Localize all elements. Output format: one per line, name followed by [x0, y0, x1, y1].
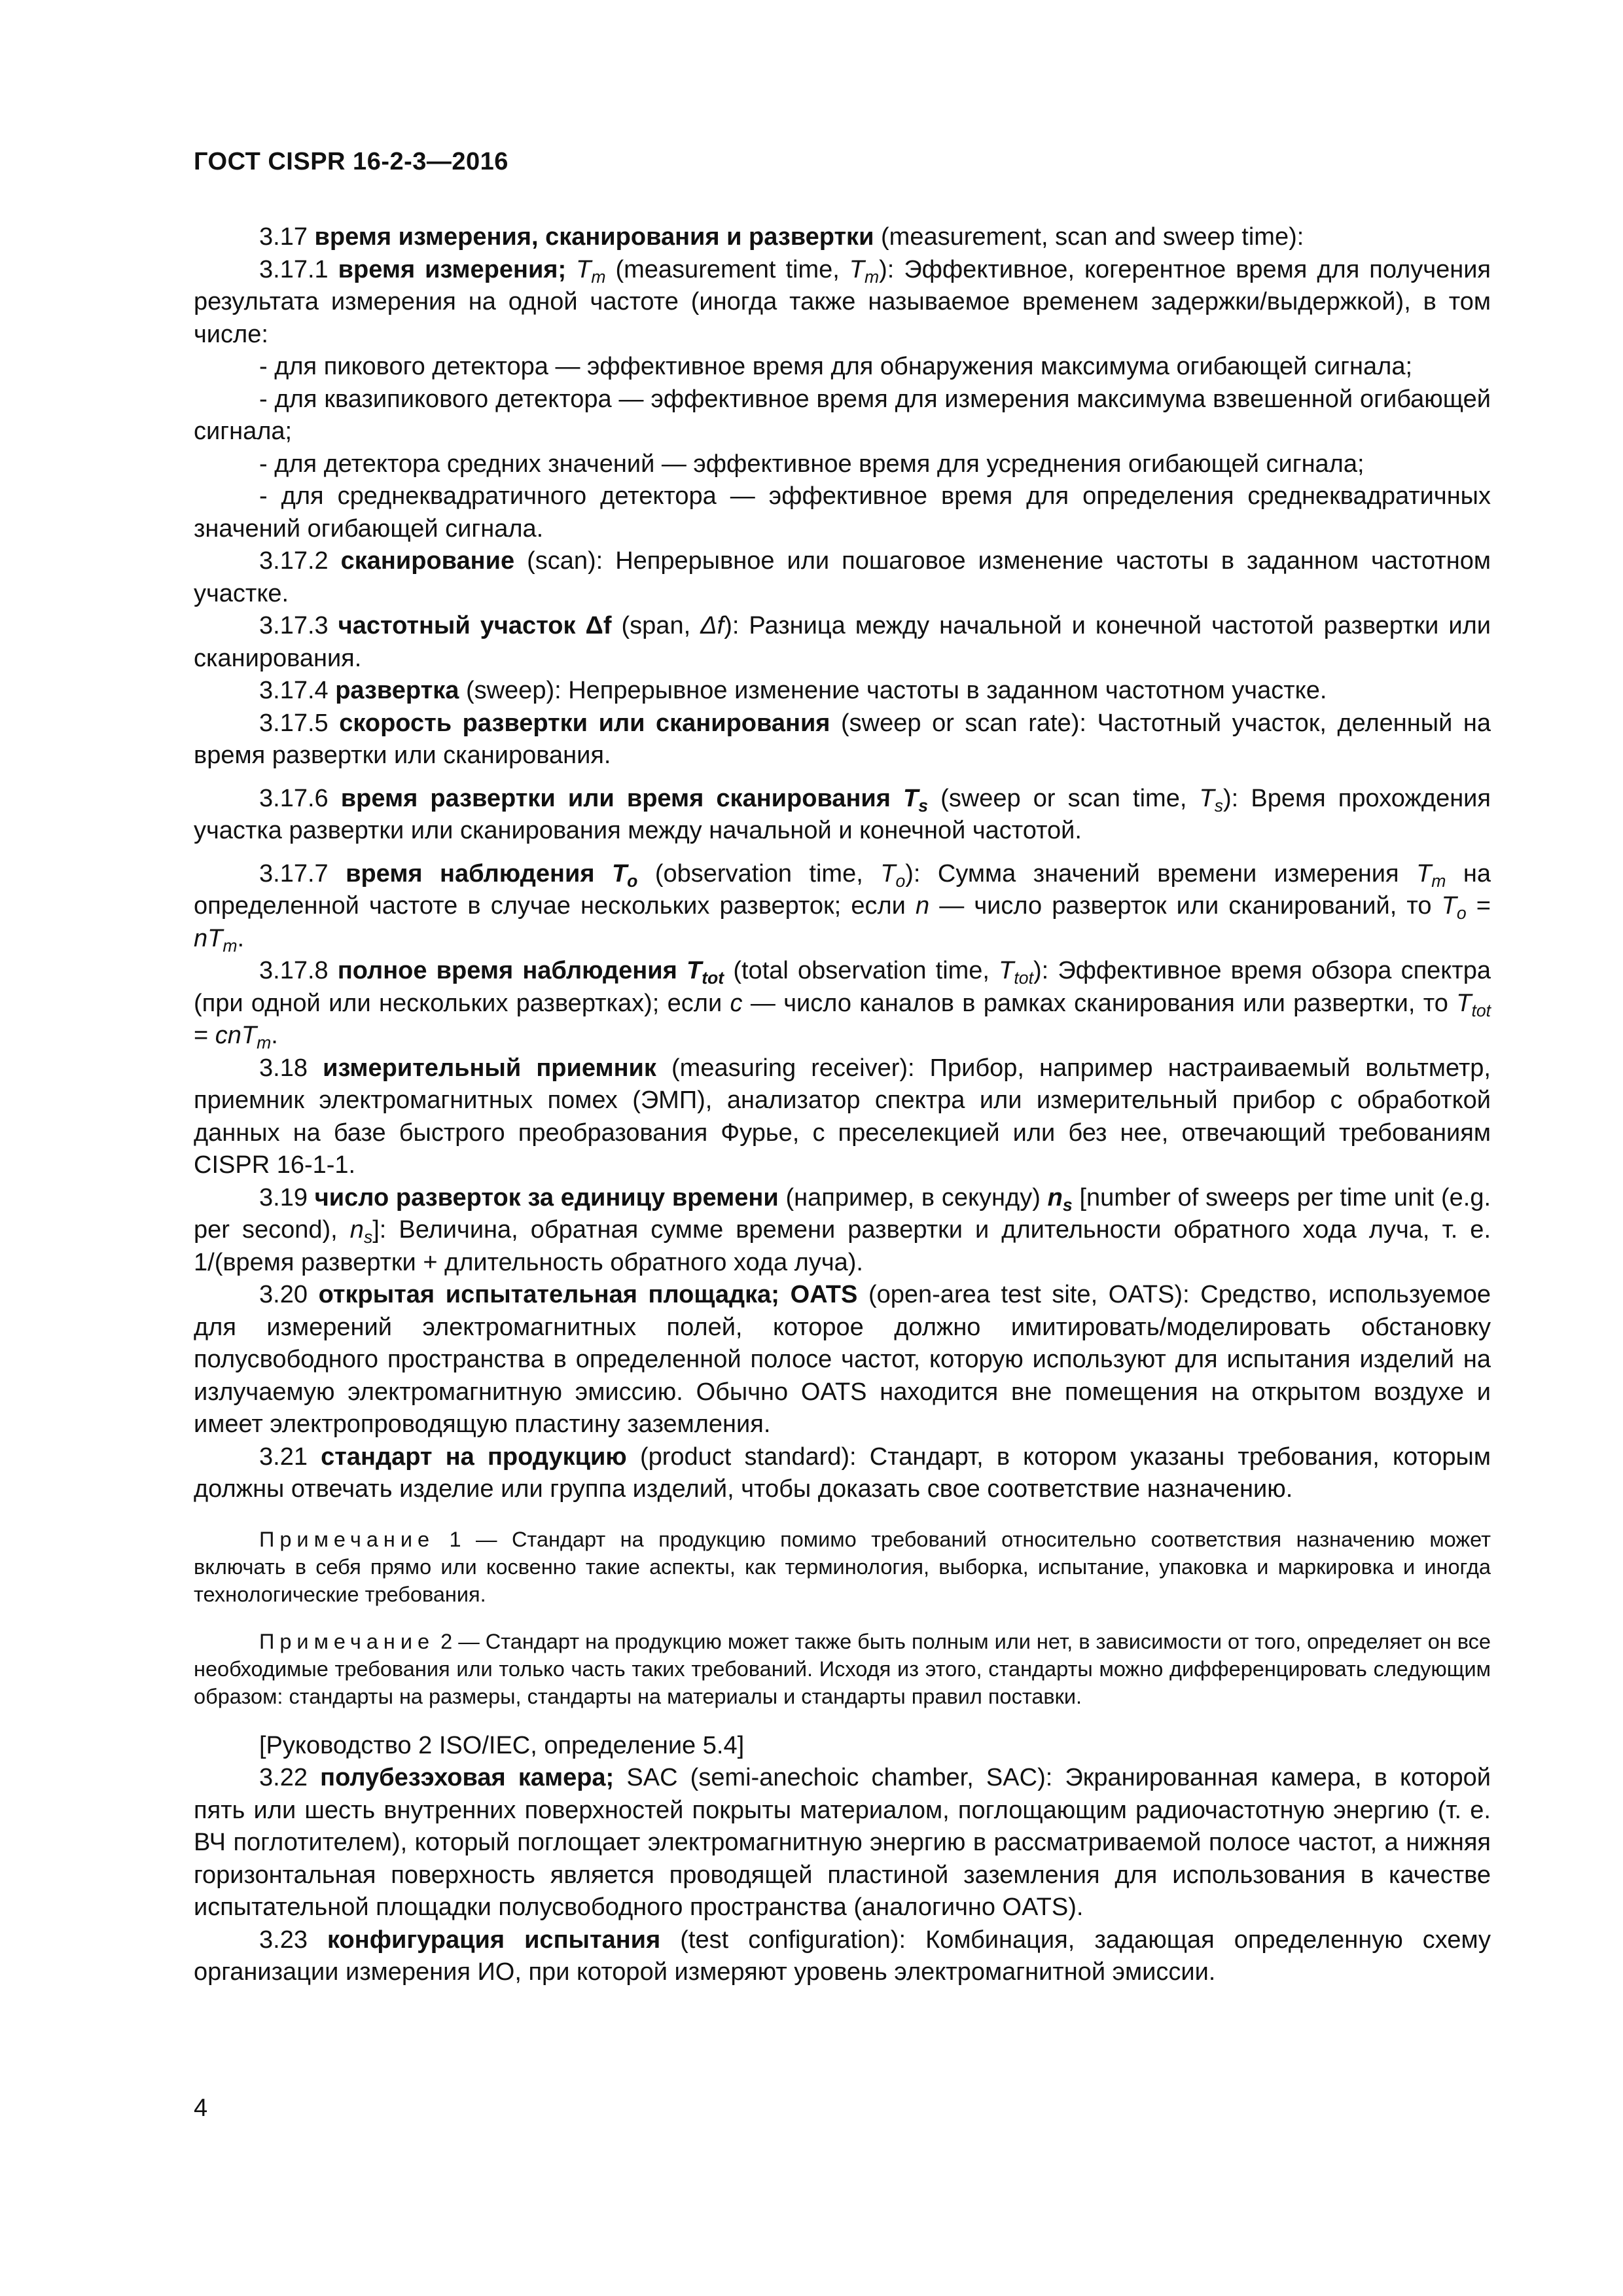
document-header: ГОСТ CISPR 16-2-3—2016	[194, 148, 508, 175]
term: время развертки или время сканирования	[340, 784, 891, 812]
clause-3-17-7: 3.17.7 время наблюдения $T_o$ (observation time, $T_o$): Сумма значений времени измерения $T_m$ на определенной частоте в случае нескольких разверток; если n — число разверток или сканирований, то $T_o = nT_m$.	[194, 859, 1491, 956]
clause-3-20: 3.20 открытая испытательная площадка; OATS (open-area test site, OATS): Средство, используемое для измерений электромагнитных полей, которое должно имитировать/моделировать обстановку полусвободного пространства в определенной полосе частот, которую используют для испытания изделий на излучаемую электромагнитную эмиссию. Обычно OATS находится вне помещения на открытом воздухе и имеет электропроводящую пластину заземления.	[194, 1281, 1491, 1438]
note-1: Примечание 1 — Стандарт на продукцию помимо требований относительно соответствия назначению может включать в себя прямо или косвенно такие аспекты, как терминология, выборка, испытание, упаковка и маркировка и иногда технологические требования.	[194, 1527, 1491, 1606]
document-body	[194, 221, 1491, 1989]
page-number: 4	[194, 2094, 208, 2122]
clause-3-17-3: 3.17.3 частотный участок Δf (span, Δf): Разница между начальной и конечной частотой развертки или сканирования.	[194, 612, 1491, 672]
term: время измерения, сканирования и развертки	[314, 223, 874, 251]
term: частотный участок	[338, 612, 576, 639]
term: развертка	[335, 677, 459, 704]
term: число разверток за единицу времени	[314, 1183, 779, 1211]
list-item: - для детектора средних значений — эффективное время для усреднения огибающей сигнала;	[259, 450, 1364, 478]
term: стандарт на продукцию	[321, 1443, 627, 1471]
clause-3-17-8: 3.17.8 полное время наблюдения $T_{tot}$ (total observation time, $T_{tot}$): Эффективное время обзора спектра (при одной или нескольких развертках); если c — число каналов в рамках сканирования или развертки, то $T_{tot} = cnT_m$.	[194, 957, 1491, 1052]
term: полубезэховая камера;	[320, 1764, 615, 1791]
clause-3-17-4: 3.17.4 развертка (sweep): Непрерывное изменение частоты в заданном частотном участке.	[259, 677, 1327, 704]
term: измерительный приемник	[323, 1054, 656, 1082]
clause-3-22: 3.22 полубезэховая камера; SAC (semi-anechoic chamber, SAC): Экранированная камера, в которой пять или шесть внутренних поверхностей покрыты материалом, поглощающим радиочастотную энергию (т. е. ВЧ поглотителем), который поглощает электромагнитную энергию в рассматриваемой полосе частот, а нижняя горизонтальная поверхность является проводящей пластиной заземления для использования в качестве испытательной площадки полусвободного пространства (аналогично OATS).	[194, 1764, 1491, 1921]
term: время наблюдения	[346, 859, 595, 888]
list-item: - для среднеквадратичного детектора — эффективное время для определения среднеквадратичных значений огибающей сигнала.	[194, 482, 1491, 543]
term: сканирование	[340, 547, 515, 575]
term: открытая испытательная площадка; OATS	[318, 1281, 858, 1308]
note-label: Примечание	[259, 1629, 435, 1653]
term: скорость развертки или сканирования	[339, 709, 830, 737]
clause-3-17-5: 3.17.5 скорость развертки или сканирования (sweep or scan rate): Частотный участок, деленный на время развертки или сканирования.	[194, 709, 1491, 769]
term: время измерения;	[338, 255, 567, 283]
clause-3-17-1: 3.17.1 время измерения; $T_m$ (measurement time, $T_m$): Эффективное, когерентное время для получения результата измерения на одной частоте (иногда также называемое временем задержки/выдержкой), в том числе:	[194, 255, 1491, 348]
note-2: Примечание 2 — Стандарт на продукцию может также быть полным или нет, в зависимости от того, определяет он все необходимые требования или только часть таких требований. Исходя из этого, стандарты можно дифференцировать следующим образом: стандарты на размеры, стандарты на материалы и стандарты правил поставки.	[194, 1629, 1491, 1708]
source-reference: [Руководство 2 ISO/IEC, определение 5.4]	[259, 1731, 745, 1759]
clause-3-23: 3.23 конфигурация испытания (test configuration): Комбинация, задающая определенную схему организации измерения ИО, при которой измеряют уровень электромагнитной эмиссии.	[194, 1926, 1491, 1986]
clause-3-21: 3.21 стандарт на продукцию (product standard): Стандарт, в котором указаны требования, которым должны отвечать изделие или группа изделий, чтобы доказать свое соответствие назначению.	[194, 1443, 1491, 1503]
clause-3-17: 3.17 время измерения, сканирования и развертки (measurement, scan and sweep time):	[259, 223, 1304, 251]
clause-3-17-2: 3.17.2 сканирование (scan): Непрерывное или пошаговое изменение частоты в заданном частотном участке.	[194, 547, 1491, 607]
term: полное время наблюдения	[337, 957, 677, 984]
clause-3-17-6: 3.17.6 время развертки или время сканирования $T_s$ (sweep or scan time, $T_s$): Время прохождения участка развертки или сканирования между начальной и конечной частотой.	[194, 784, 1491, 844]
clause-3-19: 3.19 число разверток за единицу времени (например, в секунду) $n_s$ [number of sweeps per time unit (e.g. per second), $n_s$]: Величина, обратная сумме времени развертки и длительности обратного хода луча, т. е. 1/(время развертки + длительность обратного хода луча).	[194, 1183, 1491, 1276]
note-label: Примечание	[259, 1527, 435, 1551]
list-item: - для пикового детектора — эффективное время для обнаружения максимума огибающей сигнала;	[259, 353, 1413, 380]
list-item: - для квазипикового детектора — эффективное время для измерения максимума взвешенной огибающей сигнала;	[194, 385, 1491, 445]
clause-3-18: 3.18 измерительный приемник (measuring receiver): Прибор, например настраиваемый вольтметр, приемник электромагнитных помех (ЭМП), анализатор спектра или измерительный прибор с обработкой данных на базе быстрого преобразования Фурье, с преселекцией или без нее, отвечающий требованиям CISPR 16-1-1.	[194, 1054, 1491, 1179]
term: конфигурация испытания	[327, 1926, 661, 1954]
